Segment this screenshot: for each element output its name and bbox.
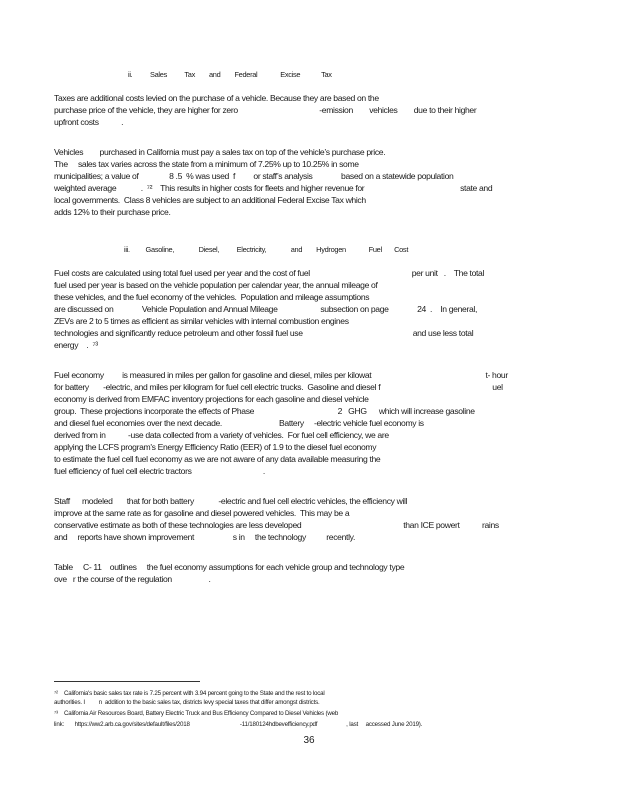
para4-line-8: to estimate the fuel cell fuel economy as we are not aware of any data available measuring the <box>54 454 381 464</box>
para5-line-2: improve at the same rate as for gasoline and diesel powered vehicles. This may be a <box>54 508 350 518</box>
para4-line-4: group. These projections incorporate the effects of Phase 2 GHG which will increase gasoline <box>54 406 475 416</box>
footnote-divider <box>54 681 200 682</box>
para3-line-7: energy . ⁷³ <box>54 340 98 350</box>
para3-line-3: these vehicles, and the fuel economy of the vehicles. Population and mileage assumptions <box>54 292 370 302</box>
para2-line-3: municipalities; a value of 8 .5 % was used f or staff’s analysis based on a statewide population <box>54 171 454 181</box>
para5-line-3: conservative estimate as both of these technologies are less developed than ICE powert rains <box>54 520 499 530</box>
para4-line-1: Fuel economy is measured in miles per gallon for gasoline and diesel, miles per kilowat t- hour <box>54 370 508 380</box>
para6-line-1: Table C- 11 outlines the fuel economy assumptions for each vehicle group and technology type <box>54 562 405 572</box>
para5-line-4: and reports have shown improvement s in the technology recently. <box>54 532 355 542</box>
para2-line-6: adds 12% to their purchase price. <box>54 207 171 217</box>
para3-line-6: technologies and significantly reduce petroleum and other fossil fuel use and use less total <box>54 328 474 338</box>
para3-line-2: fuel used per year is based on the vehicle population per calendar year, the annual mileage of <box>54 280 378 290</box>
para2-line-2: The sales tax varies across the state from a minimum of 7.25% up to 10.25% in some <box>54 159 359 169</box>
para3-line-4: are discussed on Vehicle Population and Annual Mileage subsection on page 24 . In general, <box>54 304 477 314</box>
footnote-72-line-2: authorities. I n addition to the basic sales tax, districts levy special taxes that differ amongst districts. <box>54 699 320 706</box>
para4-line-3: economy is derived from EMFAC inventory projections for each gasoline and diesel vehicle <box>54 394 369 404</box>
footnote-73-line-1: ⁷³ California Air Resources Board, Battery Electric Truck and Bus Efficiency Compared to Diesel Vehicles (web <box>54 710 339 717</box>
para3-line-5: ZEVs are 2 to 5 times as efficient as similar vehicles with internal combustion engines <box>54 316 349 326</box>
footnote-73-line-2: link: https://ww2.arb.ca.gov/sites/default/files/2018 -11/180124hdbevefficiency.pdf , last accessed June 2019). <box>54 721 423 728</box>
para4-line-9: fuel efficiency of fuel cell electric tractors . <box>54 466 265 476</box>
page-number: 36 <box>303 735 315 746</box>
section-heading-sales-tax: ii. Sales Tax and Federal Excise Tax <box>128 70 332 79</box>
footnote-72-line-1: ⁷² California's basic sales tax rate is 7.25 percent with 3.94 percent going to the State and the rest to local <box>54 690 325 697</box>
para4-line-2: for battery -electric, and miles per kilogram for fuel cell electric trucks. Gasoline and diesel f uel <box>54 382 503 392</box>
para5-line-1: Staff modeled that for both battery -electric and fuel cell electric vehicles, the efficiency will <box>54 496 408 506</box>
para4-line-5: and diesel fuel economies over the next decade. Battery -electric vehicle fuel economy is <box>54 418 424 428</box>
para1-line-2: purchase price of the vehicle, they are higher for zero -emission vehicles due to their higher <box>54 105 477 115</box>
para2-line-5: local governments. Class 8 vehicles are subject to an additional Federal Excise Tax which <box>54 195 366 205</box>
para1-line-1: Taxes are additional costs levied on the purchase of a vehicle. Because they are based on the <box>54 93 379 103</box>
para4-line-6: derived from in -use data collected from a variety of vehicles. For fuel cell efficiency, we are <box>54 430 389 440</box>
para6-line-2: ove r the course of the regulation . <box>54 574 211 584</box>
section-heading-fuel-cost: iii. Gasoline, Diesel, Electricity, and Hydrogen Fuel Cost <box>124 245 409 254</box>
para3-line-1: Fuel costs are calculated using total fuel used per year and the cost of fuel per unit . The total <box>54 268 485 278</box>
para1-line-3: upfront costs . <box>54 117 124 127</box>
para2-line-1: Vehicles purchased in California must pay a sales tax on top of the vehicle’s purchase price. <box>54 147 386 157</box>
para2-line-4: weighted average . ⁷² This results in higher costs for fleets and higher revenue for state and <box>54 183 493 193</box>
para4-line-7: applying the LCFS program's Energy Efficiency Ratio (EER) of 1.9 to the diesel fuel economy <box>54 442 377 452</box>
